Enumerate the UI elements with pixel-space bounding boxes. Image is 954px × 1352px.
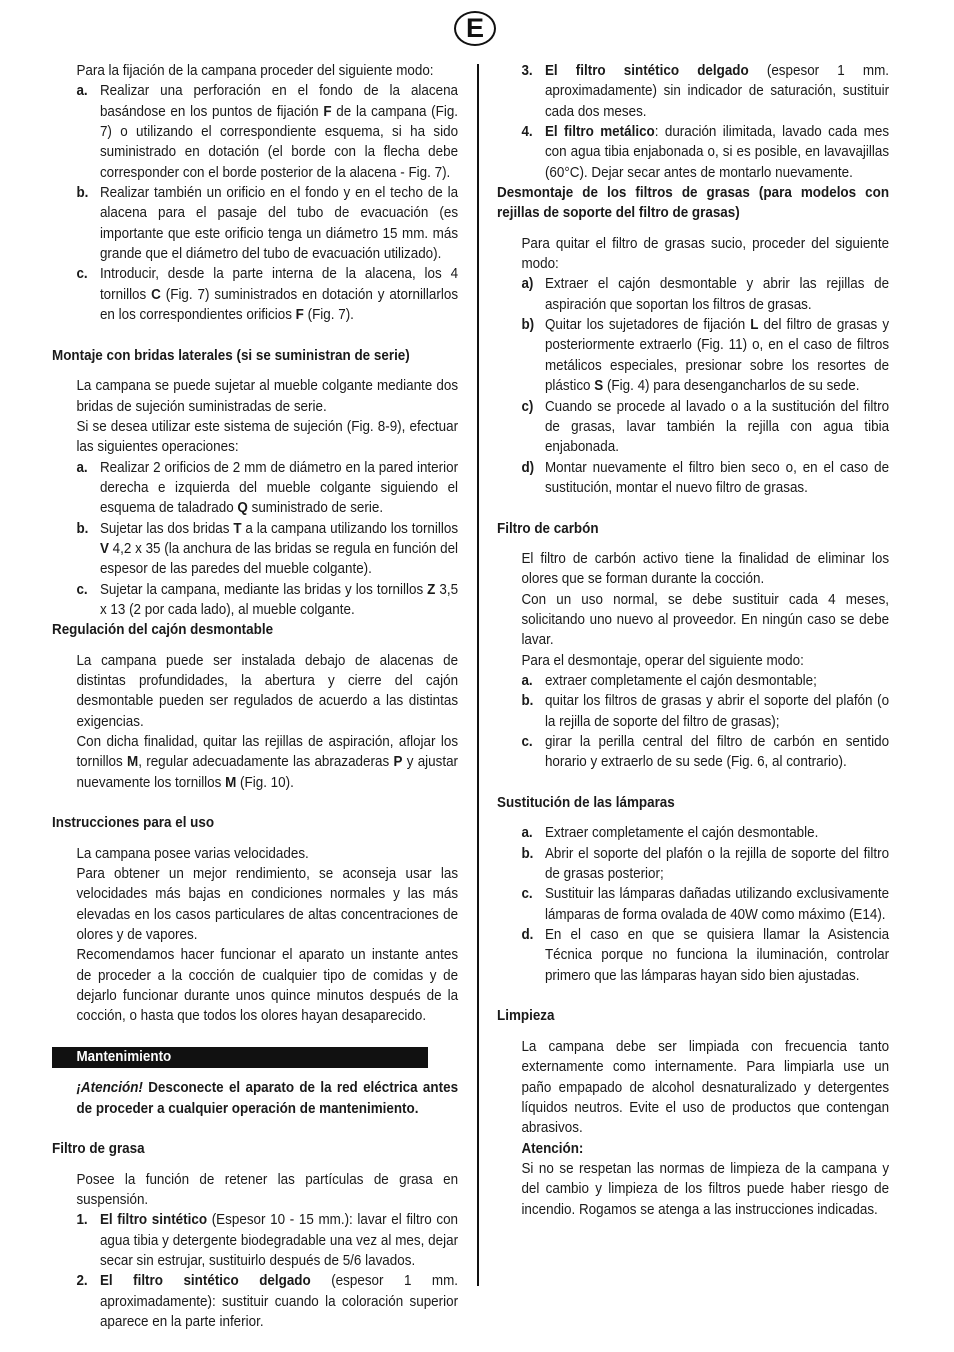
list-marker: c. xyxy=(521,886,533,903)
reference-letter: V xyxy=(99,540,109,557)
brackets-paragraph-1: La campana se puede sujetar al mueble colgante mediante dos bridas de sujeción suministradas de serie. xyxy=(76,378,459,415)
list-item xyxy=(497,844,889,885)
text-run: 3,5 x 13 (2 por cada lado), al mueble colgante. xyxy=(99,581,459,618)
text-run: del filtro de grasas y posteriormente extraerlo (Fig. 11) o, en el caso de filtros metálicos especiales, presionar sobre los resortes de plástico xyxy=(544,317,890,395)
right-column xyxy=(497,61,889,1220)
list-marker: c. xyxy=(521,734,533,750)
carbon-paragraph-2: Con un uso normal, se debe sustituir cada 4 meses, solicitando uno nuevo al proveedor. En ningún caso se debe lavar. xyxy=(521,591,890,649)
language-badge: E xyxy=(454,11,496,46)
list-item-text xyxy=(100,266,458,323)
text-run: Montar nuevamente el filtro bien seco o, en el caso de sustitución, montar el nuevo filtro de grasas. xyxy=(544,459,890,496)
list-item-title: El filtro sintético xyxy=(99,1212,208,1229)
carbon-heading: Filtro de carbón xyxy=(497,520,599,537)
list-item xyxy=(497,691,889,732)
list-marker: 4. xyxy=(521,124,533,141)
text-run: Realizar también un orificio en el fondo y en el techo de la alacena para el pasaje del tubo de evacuación (es importante que este orificio tenga un diámetro 15 mm. más grande que el diámetro del tubo de evacuación utilizado). xyxy=(99,185,459,263)
use-paragraph-3: Recomendamos hacer funcionar el aparato un instante antes de proceder a la cocción de cualquier tipo de comidas y de dejarlo funcionar durante unos quince minutos después de la cocción, o hasta que todos los olores hayan desaparecido. xyxy=(76,947,459,1025)
list-item-title: El filtro sintético delgado xyxy=(544,63,749,79)
list-item xyxy=(497,397,889,458)
carbon-paragraph-3: Para el desmontaje, operar del siguiente modo: xyxy=(521,652,804,669)
list-item xyxy=(52,264,458,325)
reference-letter: M xyxy=(127,754,139,771)
reference-letter: F xyxy=(323,103,332,120)
text-run: Con dicha finalidad, quitar las rejillas de aspiración, aflojar los tornillos xyxy=(76,734,459,771)
list-marker: b. xyxy=(76,185,89,202)
grease-intro: Posee la función de retener las partículas de grasa en suspensión. xyxy=(76,1171,459,1208)
grease-list xyxy=(52,1210,458,1332)
list-item xyxy=(52,1210,458,1271)
lamps-heading: Sustitución de las lámparas xyxy=(497,795,675,812)
text-run: (Fig. 7). xyxy=(303,307,354,324)
text-run: suministrado de serie. xyxy=(247,500,384,517)
column-divider xyxy=(477,64,479,1286)
list-item-text: girar la perilla central del filtro de carbón en sentido horario y extraerlo de su sede (Fig. 6, al contrario). xyxy=(544,734,890,771)
text-run: Introducir, desde la parte interna de la alacena, los 4 tornillos xyxy=(99,266,459,303)
list-item-text: (Espesor 10 - 15 mm.): lavar el filtro con agua tibia y detergente biodegradable una vez al mes, dejar secar sin estrujar, sustituirlo después de 5/6 lavados. xyxy=(99,1212,459,1269)
removal-heading: Desmontaje de los filtros de grasas (para modelos con rejillas de soporte del filtro de grasas) xyxy=(497,185,890,222)
fixing-intro: Para la fijación de la campana proceder del siguiente modo: xyxy=(76,63,434,79)
reference-letter: F xyxy=(295,307,304,324)
list-item-text xyxy=(100,521,458,578)
use-heading: Instrucciones para el uso xyxy=(52,815,215,832)
list-marker: 3. xyxy=(521,63,533,79)
maintenance-bar: Mantenimiento xyxy=(52,1047,428,1068)
text-run: Sujetar la campana, mediante las bridas y los tornillos xyxy=(99,581,428,598)
list-item xyxy=(52,1271,458,1332)
list-item-text xyxy=(100,185,458,262)
list-item-text xyxy=(545,276,889,312)
warning-text: Desconecte el aparato de la red eléctrica antes de proceder a cualquier operación de mantenimiento. xyxy=(76,1080,459,1117)
list-item xyxy=(497,315,889,396)
list-item xyxy=(497,122,889,183)
list-item xyxy=(497,61,889,122)
list-marker: c. xyxy=(76,581,88,598)
reference-letter: L xyxy=(750,317,759,334)
cleaning-paragraph-2: Si no se respetan las normas de limpieza de la campana y del cambio y limpieza de los filtros puede haber riesgo de incendio. Rogamos se atenga a las instrucciones indicadas. xyxy=(521,1160,890,1218)
grease-heading: Filtro de grasa xyxy=(52,1141,145,1158)
brackets-list xyxy=(52,458,458,621)
text-run: Sujetar las dos bridas xyxy=(99,520,234,537)
list-item-text xyxy=(545,317,889,394)
list-item-title: El filtro metálico xyxy=(544,124,655,141)
list-item xyxy=(52,580,458,621)
reference-letter: Z xyxy=(427,581,436,598)
list-marker: a) xyxy=(521,276,534,293)
list-item-text xyxy=(545,399,889,456)
text-run: y ajustar nuevamente los tornillos xyxy=(76,754,459,791)
drawer-paragraph-1: La campana puede ser instalada debajo de alacenas de distintas profundidades, la abertura y cierre del cajón desmontable pueden ser regulados de acuerdo a las distintas exigencias. xyxy=(76,652,459,730)
grease-list-continued xyxy=(497,61,889,183)
text-run: 4,2 x 35 (la anchura de las bridas se regula en función del espesor de las paredes del mueble colgante). xyxy=(99,540,459,578)
text-run: Realizar una perforación en el fondo de la alacena basándose en los puntos de fijación xyxy=(99,83,459,120)
list-item-text xyxy=(100,582,458,618)
list-item-text: Extraer completamente el cajón desmontable. xyxy=(544,825,819,842)
list-item-text: Sustituir las lámparas dañadas utilizando exclusivamente lámparas de forma ovalada de 40W como máximo (E14). xyxy=(544,886,890,923)
list-item xyxy=(497,671,889,691)
list-marker: 1. xyxy=(76,1212,88,1229)
list-item-text: (espesor 1 mm. aproximadamente): sustituir cuando la coloración superior aparece en la parte inferior. xyxy=(99,1273,459,1330)
list-marker: 2. xyxy=(76,1273,88,1290)
drawer-heading: Regulación del cajón desmontable xyxy=(52,622,274,639)
list-item xyxy=(497,732,889,773)
text-run: , regular adecuadamente las abrazaderas xyxy=(138,754,394,771)
list-item-text xyxy=(100,460,458,517)
carbon-paragraph-1: El filtro de carbón activo tiene la finalidad de eliminar los olores que se forman durante la cocción. xyxy=(521,550,890,588)
list-item-text: quitar los filtros de grasas y abrir el soporte del plafón (o la rejilla de soporte del filtro de grasas); xyxy=(544,693,890,730)
list-marker: a. xyxy=(76,83,88,100)
list-item xyxy=(497,884,889,925)
list-item xyxy=(497,458,889,499)
text-run: (Fig. 7) suministrados en dotación y atornillarlos en los correspondientes orificios xyxy=(99,286,459,324)
list-item-text xyxy=(545,460,889,496)
list-item-text xyxy=(100,83,458,180)
maintenance-warning xyxy=(52,1078,458,1119)
reference-letter: Q xyxy=(237,500,248,517)
brackets-heading: Montaje con bridas laterales (si se suministran de serie) xyxy=(52,347,410,364)
list-marker: a. xyxy=(521,672,533,689)
list-item-text: Abrir el soporte del plafón o la rejilla de soporte del filtro de grasas posterior; xyxy=(544,845,890,883)
text-run: a la campana utilizando los tornillos xyxy=(241,520,459,537)
fixing-list xyxy=(52,81,458,325)
reference-letter: M xyxy=(225,774,237,791)
text-run: Cuando se procede al lavado o a la sustitución del filtro de grasas, lavar también la rejilla con agua tibia enjabonada. xyxy=(544,398,890,456)
list-item xyxy=(52,183,458,264)
cleaning-paragraph-1: La campana debe ser limpiada con frecuencia tanto externamente como internamente. Para limpiarla use un paño empapado de alcohol desnaturalizado y detergentes líquidos neutros. Evite el uso de productos que contengan abrasivos. xyxy=(521,1038,890,1137)
list-item xyxy=(497,823,889,843)
list-marker: a. xyxy=(76,459,88,476)
warning-label: ¡Atención! xyxy=(76,1080,143,1097)
list-item-text: extraer completamente el cajón desmontable; xyxy=(544,672,817,689)
cleaning-attention: Atención: xyxy=(521,1140,584,1157)
list-item xyxy=(497,925,889,986)
list-marker: b. xyxy=(76,520,89,537)
list-item xyxy=(52,519,458,580)
list-item-text: En el caso en que se quisiera llamar la Asistencia Técnica porque no funciona la iluminación, controlar primero que las lámparas hayan sido bien ajustadas. xyxy=(544,927,890,984)
drawer-paragraph-2 xyxy=(52,732,458,793)
left-column xyxy=(52,61,458,1332)
use-paragraph-2: Para obtener un mejor rendimiento, se aconseja usar las velocidades más bajas en condiciones normales y las más elevadas en los casos particulares de altas concentraciones de olores y de vapores. xyxy=(76,866,459,944)
text-run: de la campana (Fig. 7) o utilizando el correspondiente esquema, si ha sido suministrado en dotación (el borde con la flecha debe corresponder con el borde posterior de la alacena - Fig. 7). xyxy=(99,103,459,181)
list-marker: d) xyxy=(521,459,535,476)
text-run: (Fig. 4) para desengancharlos de su sede. xyxy=(603,378,860,395)
use-paragraph-1: La campana posee varias velocidades. xyxy=(76,845,309,862)
brackets-paragraph-2: Si se desea utilizar este sistema de sujeción (Fig. 8-9), efectuar las siguientes operaciones: xyxy=(76,418,459,456)
list-marker: c) xyxy=(521,398,534,415)
text-run: Realizar 2 orificios de 2 mm de diámetro en la pared interior derecha e izquierda del mueble colgante siguiendo el esquema de taladrado xyxy=(99,459,459,517)
lamps-list xyxy=(497,823,889,986)
list-item-text: (espesor 1 mm. aproximadamente) sin indicador de saturación, sustituir cada dos meses. xyxy=(544,63,890,120)
text-run: Quitar los sujetadores de fijación xyxy=(544,317,751,334)
reference-letter: C xyxy=(151,286,161,303)
list-marker: b. xyxy=(521,693,534,710)
reference-letter: T xyxy=(233,520,242,537)
removal-list xyxy=(497,274,889,498)
list-marker: a. xyxy=(521,825,533,842)
list-marker: c. xyxy=(76,266,88,283)
list-item xyxy=(52,81,458,183)
list-item-text: : duración ilimitada, lavado cada mes con agua tibia enjabonada o, si es posible, en lavavajillas (60°C). Dejar secar antes de montarlo nuevamente. xyxy=(544,124,890,181)
removal-intro: Para quitar el filtro de grasas sucio, proceder del siguiente modo: xyxy=(521,235,890,273)
carbon-list xyxy=(497,671,889,773)
list-item xyxy=(497,274,889,315)
reference-letter: S xyxy=(594,378,604,395)
list-marker: b) xyxy=(521,317,535,334)
reference-letter: P xyxy=(393,754,403,771)
list-item-title: El filtro sintético delgado xyxy=(99,1273,311,1290)
cleaning-heading: Limpieza xyxy=(497,1008,555,1025)
list-marker: b. xyxy=(521,845,534,862)
text-run: (Fig. 10). xyxy=(236,774,294,791)
list-marker: d. xyxy=(521,927,534,944)
text-run: Extraer el cajón desmontable y abrir las rejillas de aspiración que soportan los filtros de grasas. xyxy=(544,276,890,313)
list-item xyxy=(52,458,458,519)
